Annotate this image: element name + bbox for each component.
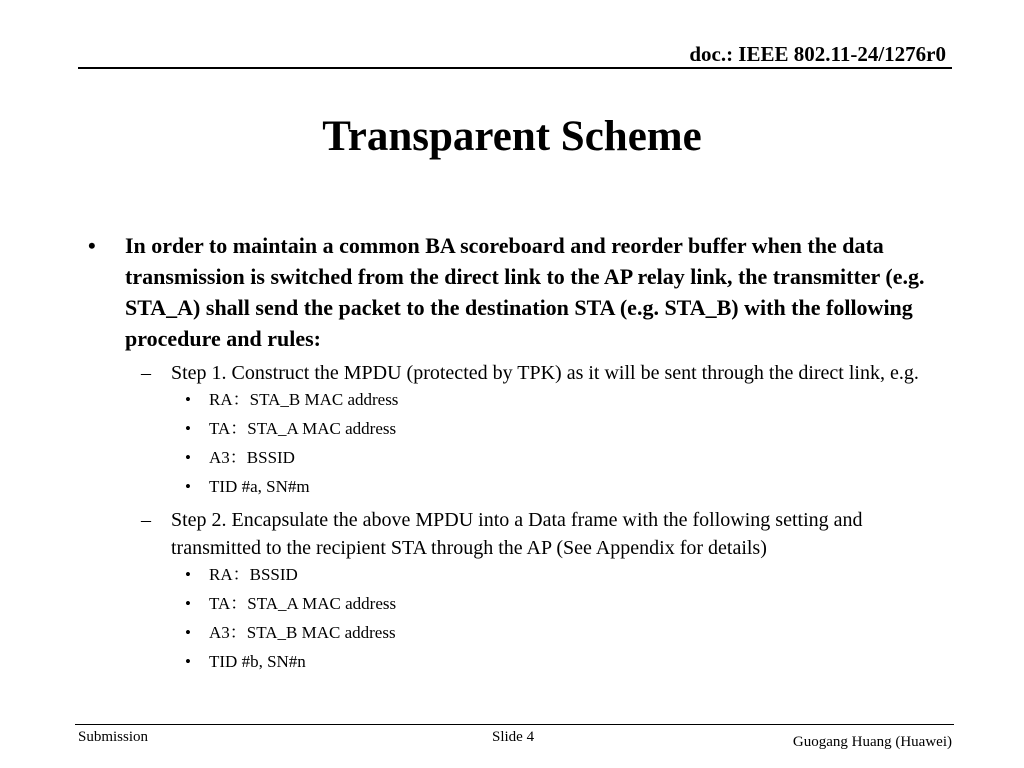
list-item-text: TID #b, SN#n xyxy=(209,652,306,671)
header-divider xyxy=(78,67,952,69)
step-1-text: Step 1. Construct the MPDU (protected by TPK) as it will be sent through the direct link, e.g. xyxy=(171,362,919,384)
dash-marker: – xyxy=(141,362,151,384)
main-bullet-text: In order to maintain a common BA scoreboard and reorder buffer when the data transmission is switched from the direct link to the AP relay link, the transmitter (e.g. STA_A) shall send the packet to the destination STA (e.g. STA_B) with the following procedure and rules: xyxy=(125,233,925,351)
footer-divider xyxy=(75,724,954,725)
step-1-items xyxy=(88,390,948,497)
document-id: doc.: IEEE 802.11-24/1276r0 xyxy=(689,42,946,66)
slide-body xyxy=(88,230,948,681)
list-item-text: A3：STA_B MAC address xyxy=(209,623,396,642)
list-item xyxy=(88,565,948,585)
main-bullet xyxy=(88,230,925,354)
bullet-marker: • xyxy=(185,594,191,613)
list-item xyxy=(88,390,948,410)
list-item-text: TID #a, SN#m xyxy=(209,477,310,496)
list-item-text: TA：STA_A MAC address xyxy=(209,419,397,438)
bullet-marker: • xyxy=(185,477,191,496)
bullet-marker: • xyxy=(185,390,191,409)
list-item xyxy=(88,623,948,643)
bullet-marker: • xyxy=(185,623,191,642)
bullet-marker: • xyxy=(185,565,191,584)
list-item xyxy=(88,652,948,672)
dash-marker: – xyxy=(141,509,151,531)
step-2-items xyxy=(88,565,948,672)
slide-number: Slide 4 xyxy=(492,729,535,745)
bullet-marker: • xyxy=(185,419,191,438)
list-item xyxy=(88,448,948,468)
list-item-text: RA：BSSID xyxy=(209,565,298,584)
bullet-marker: • xyxy=(185,652,191,671)
step-1 xyxy=(88,359,931,387)
list-item-text: TA：STA_A MAC address xyxy=(209,594,397,613)
step-2-text: Step 2. Encapsulate the above MPDU into a Data frame with the following setting and transmitted to the recipient STA through the AP (See Appendix for details) xyxy=(171,509,863,559)
list-item-text: A3：BSSID xyxy=(209,448,295,467)
list-item xyxy=(88,477,948,497)
bullet-marker: • xyxy=(88,233,96,258)
step-2 xyxy=(88,506,931,562)
list-item xyxy=(88,419,948,439)
footer-submission: Submission xyxy=(78,729,149,745)
slide-title: Transparent Scheme xyxy=(322,113,702,160)
list-item-text: RA：STA_B MAC address xyxy=(209,390,399,409)
bullet-marker: • xyxy=(185,448,191,467)
footer-author: Guogang Huang (Huawei) xyxy=(792,734,952,750)
list-item xyxy=(88,594,948,614)
